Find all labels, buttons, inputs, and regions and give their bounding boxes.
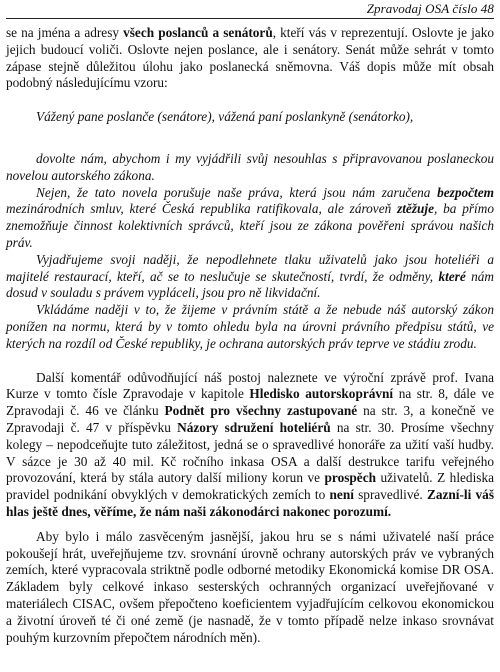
- text-run: se na jména a adresy: [6, 25, 124, 40]
- page-header: [6, 0, 494, 19]
- paragraph-intro: [6, 25, 494, 92]
- letter-paragraph-1: [6, 185, 494, 252]
- text-run: na str. 3, a konečně ve Zpravodaji č. 47 v příspěvku: [6, 403, 495, 435]
- text-run: uživatelů. Z hlediska pravidel podnikání obvyklých v demokratických zemích to: [6, 470, 494, 503]
- paragraph-comparison: Aby bylo i málo zasvěceným jasnější, jakou hru se s námi uživatelé naší práce pokoušejí hrát, uveřejňujeme tzv. srovnání úrovně ochrany autorských práv ve vybraných zemích, které vypracovala striktně podle odborné metodiky Ekonomická komise DR OSA. Základem byly celkové inkaso sesterských ochranných organizací uveřejňované v materiálech CISAC, ovšem přepočteno koeficientem vyjadřujícím celkovou ekonomickou a životní úroveň té či oné země (je nasnadě, že v tomto případě nelze inkaso srovnávat pouhým kurzovním přepočtem národních měn).: [6, 528, 494, 645]
- letter-paragraph-2: [6, 252, 494, 302]
- letter-salutation: Vážený pane poslanče (senátore), vážená paní poslankyně (senátorko),: [36, 109, 414, 125]
- text-run: Podnět pro všechny zastupované: [164, 403, 358, 419]
- text-run: které: [438, 268, 466, 284]
- letter-opening: dovolte nám, abychom i my vyjádřili svůj nesouhlas s připravovanou poslaneckou novelou autorského zákona.: [6, 150, 494, 183]
- text-run: mezinárodních smluv, které Česká republika ratifikovala, ale zároveň: [6, 201, 398, 217]
- text-run: Další komentář odůvodňující náš postoj naleznete ve výroční zprávě prof. Ivana Kurze v tomto čísle Zpravodaje v kapitole: [6, 369, 494, 402]
- text-run: Názory sdružení hoteliérů: [177, 419, 331, 435]
- text-run: všech poslanců a senátorů: [123, 25, 273, 40]
- text-run: bezpočtem: [437, 184, 494, 200]
- text-run: , kteří vás v reprezentují. Oslovte je jako jejich budoucí voliči. Oslovte nejen poslance, ale i senátory. Senát může sehrát v tomto zápase stejně důležitou úlohu jako poslanecká sněmovna. Váš dopis může mít obsah podobný následujícímu vzoru:: [6, 25, 494, 91]
- text-run: nám dosud v souladu s právem vypláceli, jsou pro ně likvidační.: [6, 268, 494, 301]
- text-run: prospěch: [324, 470, 377, 486]
- text-run: na str. 30. Prosíme všechny kolegy – nepodceňujte tuto záležitost, jedná se o spravedlivé honoráře za užití vaší hudby. V sázce je 30 až 40 mil. Kč ročního inkasa OSA a další destrukce tarifu veřejného provozování, která by stála autory další miliony korun ve: [6, 419, 494, 486]
- letter-paragraph-3: Vkládáme naději v to, že žijeme v právním státě a že nebude náš autorský zákon ponížen na normu, která by v tomto ohledu byla na úrovni právního předpisu států, ve kterých na rozdíl od České republiky, je ochrana autorských práv teprve ve stádiu zrodu.: [6, 302, 494, 351]
- text-run: není: [329, 487, 354, 503]
- text-run: Hledisko autorskoprávní: [249, 386, 394, 402]
- text-run: Zazní-li váš hlas ještě dnes, věříme, že nám naši zákonodárci nakonec porozumí.: [6, 487, 495, 519]
- article-body: [6, 25, 494, 646]
- header-title: Zpravodaj OSA číslo 48: [366, 1, 494, 16]
- text-run: Vyjadřujeme svoji naději, že nepodlehnete tlaku uživatelů jako jsou hoteliéři a majitelé restaurací, kteří, ač se to neslučuje se skutečností, tvrdí, že odměny,: [6, 251, 494, 284]
- text-run: ztěžuje: [397, 201, 434, 217]
- text-run: spravedlivé.: [353, 487, 427, 503]
- text-run: Nejen, že tato novela porušuje naše práva, která jsou nám zaručena: [36, 184, 438, 200]
- text-run: , ba přímo znemožňuje činnost kolektivních správců, kteří jsou ze zákona pověřeni správou našich práv.: [6, 201, 494, 250]
- paragraph-commentary: [6, 370, 494, 521]
- text-run: na str. 8, dále ve Zpravodaji č. 46 ve článku: [6, 386, 494, 419]
